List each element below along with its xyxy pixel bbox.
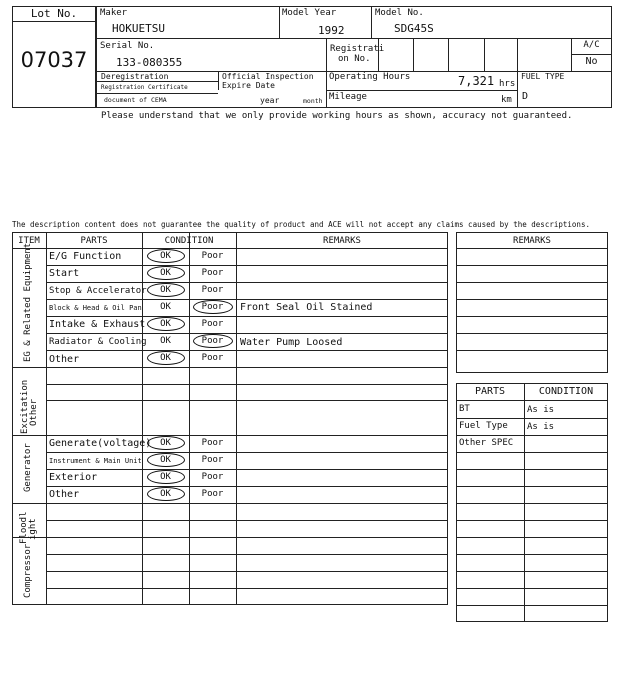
row-line bbox=[46, 400, 448, 401]
row-line bbox=[46, 520, 448, 521]
col-remarks: REMARKS bbox=[323, 236, 361, 246]
row-line bbox=[46, 333, 448, 334]
fuel-type-label: FUEL TYPE bbox=[521, 72, 565, 81]
divider bbox=[96, 81, 218, 82]
ok-option: OK bbox=[160, 336, 171, 346]
row-line bbox=[456, 350, 608, 351]
row-line bbox=[46, 350, 448, 351]
divider bbox=[46, 232, 47, 605]
year-label: year bbox=[260, 96, 280, 105]
selected-circle bbox=[147, 351, 185, 365]
divider bbox=[571, 54, 612, 55]
row-line bbox=[456, 588, 608, 589]
row-line bbox=[456, 333, 608, 334]
eg-part-label: Block & Head & Oil Pan bbox=[49, 304, 142, 312]
gen-part-label: Generate(voltage) bbox=[49, 438, 152, 449]
gen-part-label: Instrument & Main Unit bbox=[49, 457, 142, 465]
row-line bbox=[456, 400, 608, 401]
ok-option: OK bbox=[160, 472, 171, 482]
row-line bbox=[12, 503, 448, 504]
selected-circle bbox=[193, 334, 233, 348]
row-line bbox=[12, 248, 448, 249]
deregistration-label: Deregistration bbox=[101, 72, 169, 81]
eg-part-label: Start bbox=[49, 268, 80, 279]
divider bbox=[218, 71, 219, 90]
operating-hours-label: Operating Hours bbox=[329, 72, 411, 82]
row-line bbox=[456, 571, 608, 572]
row-line bbox=[46, 588, 448, 589]
eg-part-label: E/G Function bbox=[49, 251, 122, 262]
eg-part-label: Intake & Exhaust bbox=[49, 319, 146, 330]
row-line bbox=[46, 384, 448, 385]
hrs-unit: hrs bbox=[499, 79, 516, 89]
document-cema-label: document of CEMA bbox=[104, 96, 167, 104]
hours-note: Please understand that we only provide working hours as shown, accuracy not guaranteed. bbox=[101, 111, 573, 121]
eg-part-label: Stop & Accelerator bbox=[49, 286, 147, 296]
divider bbox=[517, 38, 518, 108]
section-compressor: Compressor bbox=[23, 543, 33, 598]
selected-circle bbox=[147, 317, 185, 331]
parts-row-part: Other SPEC bbox=[459, 438, 514, 448]
registration-label-2: on No. bbox=[338, 54, 371, 64]
poor-option: Poor bbox=[201, 268, 224, 278]
row-line bbox=[456, 486, 608, 487]
ok-option: OK bbox=[160, 268, 171, 278]
lot-label: Lot No. bbox=[30, 7, 78, 20]
col-parts: PARTS bbox=[80, 236, 108, 246]
ok-option: OK bbox=[160, 489, 171, 499]
row-line bbox=[456, 316, 608, 317]
remarks-frame bbox=[456, 232, 608, 373]
selected-circle bbox=[147, 470, 185, 484]
poor-option: Poor bbox=[201, 438, 224, 448]
ok-option: OK bbox=[160, 319, 171, 329]
divider bbox=[12, 21, 96, 22]
row-line bbox=[12, 435, 448, 436]
poor-option: Poor bbox=[201, 285, 224, 295]
ac-value: No bbox=[585, 56, 598, 67]
selected-circle bbox=[147, 266, 185, 280]
divider bbox=[448, 38, 449, 71]
parts-col-header: PARTS bbox=[474, 386, 506, 397]
ok-option: OK bbox=[160, 438, 171, 448]
model-no-label: Model No. bbox=[375, 8, 424, 18]
fuel-type-value: D bbox=[522, 91, 529, 102]
row-line bbox=[12, 367, 448, 368]
poor-option: Poor bbox=[201, 455, 224, 465]
poor-option: Poor bbox=[201, 336, 224, 346]
maker-label: Maker bbox=[100, 8, 128, 18]
ok-option: OK bbox=[160, 251, 171, 261]
row-line bbox=[456, 248, 608, 249]
mileage-label: Mileage bbox=[329, 92, 367, 102]
row-line bbox=[46, 282, 448, 283]
poor-option: Poor bbox=[201, 251, 224, 261]
selected-circle bbox=[193, 300, 233, 314]
poor-option: Poor bbox=[201, 319, 224, 329]
gen-part-label: Other bbox=[49, 489, 80, 500]
row-line bbox=[456, 469, 608, 470]
row-line bbox=[46, 571, 448, 572]
parts-row-condition: As is bbox=[527, 405, 555, 415]
right-remarks-header: REMARKS bbox=[513, 236, 551, 246]
row-line bbox=[456, 418, 608, 419]
selected-circle bbox=[147, 283, 185, 297]
lot-number: 07037 bbox=[20, 48, 88, 72]
selected-circle bbox=[147, 436, 185, 450]
selected-circle bbox=[147, 249, 185, 263]
row-line bbox=[456, 537, 608, 538]
eg-part-label: Other bbox=[49, 354, 80, 365]
divider bbox=[484, 38, 485, 71]
eg-remark: Water Pump Loosed bbox=[240, 337, 343, 348]
poor-option: Poor bbox=[201, 472, 224, 482]
section-eg: EG & Related Equipment bbox=[23, 242, 33, 362]
row-line bbox=[12, 537, 448, 538]
section-excitation-other: Other bbox=[29, 398, 39, 426]
ok-option: OK bbox=[160, 455, 171, 465]
divider bbox=[326, 38, 327, 108]
divider bbox=[279, 6, 280, 38]
row-line bbox=[456, 452, 608, 453]
poor-option: Poor bbox=[201, 302, 224, 312]
parts-row-condition: As is bbox=[527, 422, 555, 432]
eg-remark: Front Seal Oil Stained bbox=[240, 302, 373, 313]
section-excitation: Excitation bbox=[20, 379, 30, 434]
disclaimer: The description content does not guarantee the quality of product and ACE will not accept any claims caused by the descriptions. bbox=[12, 220, 590, 229]
row-line bbox=[456, 520, 608, 521]
poor-option: Poor bbox=[201, 353, 224, 363]
poor-option: Poor bbox=[201, 489, 224, 499]
serial-label: Serial No. bbox=[100, 41, 155, 51]
selected-circle bbox=[147, 487, 185, 501]
col-item: ITEM bbox=[18, 236, 40, 246]
row-line bbox=[46, 469, 448, 470]
divider bbox=[326, 90, 517, 91]
row-line bbox=[456, 435, 608, 436]
row-line bbox=[46, 486, 448, 487]
row-line bbox=[46, 299, 448, 300]
parts-row-part: BT bbox=[459, 404, 470, 414]
model-year-label: Model Year bbox=[282, 8, 337, 18]
registration-certificate-label: Registration Certificate bbox=[101, 84, 188, 91]
row-line bbox=[46, 554, 448, 555]
operating-hours-value: 7,321 bbox=[458, 74, 495, 88]
gen-part-label: Exterior bbox=[49, 472, 98, 483]
divider bbox=[236, 232, 237, 605]
row-line bbox=[456, 265, 608, 266]
row-line bbox=[456, 605, 608, 606]
maker-value: HOKUETSU bbox=[112, 22, 165, 35]
row-line bbox=[46, 316, 448, 317]
model-no-value: SDG45S bbox=[394, 22, 434, 35]
section-floodlight-2: ight bbox=[28, 518, 38, 540]
ac-label: A/C bbox=[583, 40, 600, 50]
section-generator: Generator bbox=[23, 443, 33, 492]
section-floodlight: Floodl bbox=[19, 511, 29, 544]
month-label: month bbox=[303, 97, 323, 105]
inspection-label-2: Expire Date bbox=[222, 81, 275, 90]
parts-row-part: Fuel Type bbox=[459, 421, 508, 431]
model-year-value: 1992 bbox=[318, 24, 345, 37]
ok-option: OK bbox=[160, 302, 171, 312]
ok-option: OK bbox=[160, 285, 171, 295]
km-unit: km bbox=[501, 95, 512, 105]
col-condition: CONDITION bbox=[164, 236, 214, 246]
serial-value: 133-080355 bbox=[116, 56, 183, 69]
row-line bbox=[456, 299, 608, 300]
divider bbox=[413, 38, 414, 71]
eg-part-label: Radiator & Cooling bbox=[49, 337, 147, 347]
row-line bbox=[456, 554, 608, 555]
registration-label: Registrati bbox=[330, 44, 385, 54]
row-line bbox=[456, 282, 608, 283]
divider bbox=[96, 93, 218, 94]
row-line bbox=[46, 265, 448, 266]
condition-col-header: CONDITION bbox=[538, 386, 594, 397]
row-line bbox=[46, 452, 448, 453]
inspection-label: Official Inspection bbox=[222, 72, 314, 81]
selected-circle bbox=[147, 453, 185, 467]
ok-option: OK bbox=[160, 353, 171, 363]
divider bbox=[378, 38, 379, 71]
divider bbox=[371, 6, 372, 38]
divider bbox=[96, 38, 612, 39]
row-line bbox=[456, 503, 608, 504]
